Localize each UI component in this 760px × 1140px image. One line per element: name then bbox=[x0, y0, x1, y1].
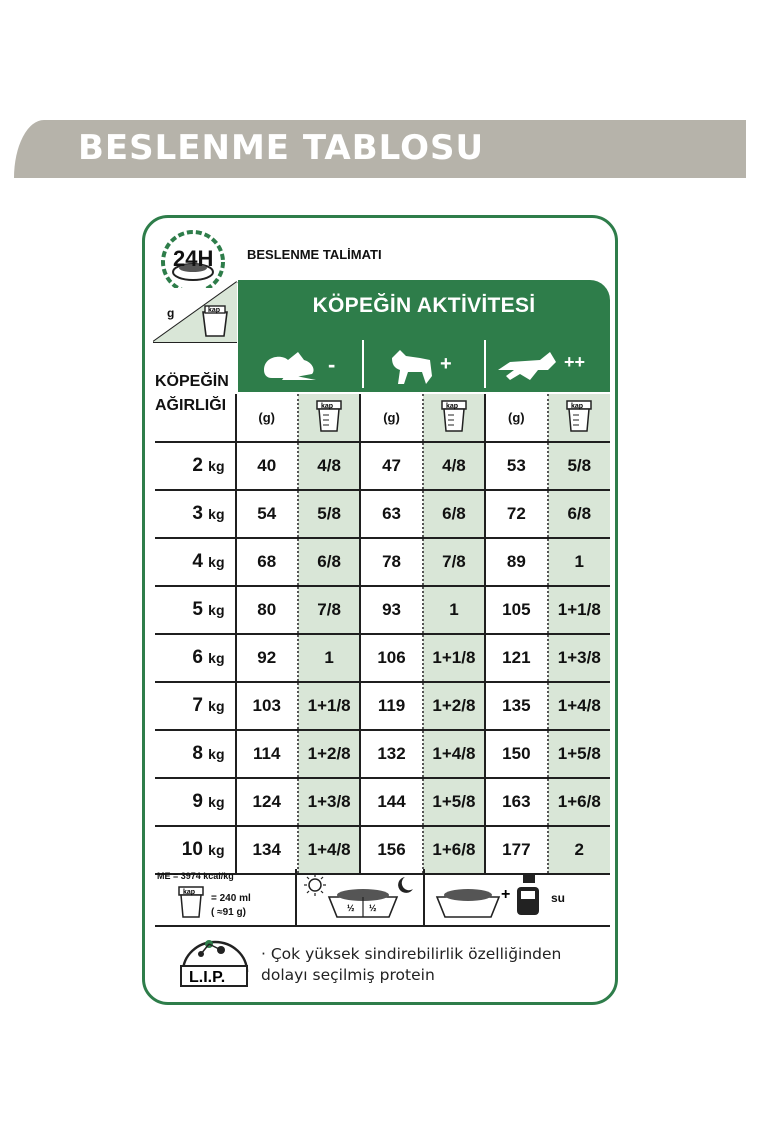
cup-icon bbox=[175, 885, 207, 919]
lip-line2: dolayı seçilmiş protein bbox=[261, 966, 435, 984]
cup-value-cell: 1+4/8 bbox=[423, 730, 485, 778]
cup-value-cell: 1+4/8 bbox=[548, 682, 610, 730]
grams-value-cell: 89 bbox=[485, 538, 547, 586]
grams-value-cell: 114 bbox=[236, 730, 298, 778]
grams-header: (g) bbox=[360, 394, 422, 442]
title-banner bbox=[14, 120, 746, 178]
sun-icon bbox=[304, 874, 326, 896]
grams-value-cell: 132 bbox=[360, 730, 422, 778]
plus-sign: + bbox=[501, 886, 511, 903]
water-label: su bbox=[551, 891, 566, 905]
grams-value-cell: 135 bbox=[485, 682, 547, 730]
activity-title: KÖPEĞİN AKTİVİTESİ bbox=[312, 294, 536, 317]
cup-value-cell: 1 bbox=[298, 634, 360, 682]
weight-cell: 8 kg bbox=[155, 730, 236, 778]
table-row bbox=[155, 682, 610, 730]
table-row bbox=[155, 538, 610, 586]
cup-value-cell: 6/8 bbox=[548, 490, 610, 538]
weight-cell: 10 kg bbox=[155, 826, 236, 874]
cup-value-cell: 4/8 bbox=[423, 442, 485, 490]
lip-logo bbox=[175, 932, 255, 996]
grams-value-cell: 105 bbox=[485, 586, 547, 634]
grams-value-cell: 78 bbox=[360, 538, 422, 586]
weight-cell: 9 kg bbox=[155, 778, 236, 826]
grams-value-cell: 47 bbox=[360, 442, 422, 490]
cup-value-cell: 1+4/8 bbox=[298, 826, 360, 874]
activity-high-symbol: ++ bbox=[564, 352, 586, 372]
cup-icon bbox=[563, 399, 595, 433]
instruction-label: BESLENME TALİMATI bbox=[247, 247, 382, 262]
grams-header: (g) bbox=[236, 394, 298, 442]
grams-label: g bbox=[167, 306, 175, 320]
cup-value-cell: 5/8 bbox=[298, 490, 360, 538]
weight-cell: 2 kg bbox=[155, 442, 236, 490]
grams-value-cell: 72 bbox=[485, 490, 547, 538]
grams-value-cell: 92 bbox=[236, 634, 298, 682]
grams-value-cell: 156 bbox=[360, 826, 422, 874]
svg-text:½: ½ bbox=[347, 903, 355, 913]
cup-value-cell: 4/8 bbox=[298, 442, 360, 490]
lip-description bbox=[261, 944, 561, 986]
activity-low bbox=[242, 340, 364, 390]
cup-icon bbox=[313, 399, 345, 433]
lip-line1: · Çok yüksek sindirebilirlik özelliğinden bbox=[261, 945, 562, 963]
cup-value-cell: 1+3/8 bbox=[298, 778, 360, 826]
svg-text:kap: kap bbox=[321, 403, 334, 410]
grams-value-cell: 121 bbox=[485, 634, 547, 682]
grams-value-cell: 144 bbox=[360, 778, 422, 826]
grams-header: (g) bbox=[485, 394, 547, 442]
corner-diagonal bbox=[153, 280, 239, 344]
footer-divider bbox=[295, 869, 297, 927]
svg-text:kap: kap bbox=[183, 889, 196, 896]
grams-value-cell: 63 bbox=[360, 490, 422, 538]
weight-cell: 4 kg bbox=[155, 538, 236, 586]
svg-text:kap: kap bbox=[571, 403, 584, 410]
weight-cell: 3 kg bbox=[155, 490, 236, 538]
cup-weight: ( ≈91 g) bbox=[211, 907, 246, 918]
activity-high bbox=[486, 340, 608, 390]
grams-value-cell: 124 bbox=[236, 778, 298, 826]
activity-low-symbol: - bbox=[328, 352, 336, 377]
weight-label-line2: AĞIRLIĞI bbox=[155, 397, 227, 414]
grams-value-cell: 54 bbox=[236, 490, 298, 538]
weight-cell: 6 kg bbox=[155, 634, 236, 682]
feeding-table-body bbox=[155, 442, 610, 874]
table-row bbox=[155, 778, 610, 826]
table-row bbox=[155, 826, 610, 874]
unit-header-row bbox=[155, 394, 610, 442]
grams-value-cell: 119 bbox=[360, 682, 422, 730]
moon-icon bbox=[398, 877, 413, 893]
grams-value-cell: 103 bbox=[236, 682, 298, 730]
cup-value-cell: 1+1/8 bbox=[298, 682, 360, 730]
cup-header bbox=[548, 394, 610, 442]
grams-value-cell: 40 bbox=[236, 442, 298, 490]
table-row bbox=[155, 490, 610, 538]
grams-value-cell: 150 bbox=[485, 730, 547, 778]
cup-icon bbox=[438, 399, 470, 433]
cup-value-cell: 1+1/8 bbox=[423, 634, 485, 682]
weight-header bbox=[155, 394, 236, 442]
activity-header bbox=[238, 280, 610, 392]
svg-text:½: ½ bbox=[369, 903, 377, 913]
standing-dog-icon bbox=[364, 340, 484, 390]
cup-value-cell: 7/8 bbox=[298, 586, 360, 634]
cup-value-cell: 1+2/8 bbox=[298, 730, 360, 778]
grams-value-cell: 177 bbox=[485, 826, 547, 874]
24h-label: 24H bbox=[173, 246, 214, 271]
cup-icon bbox=[203, 306, 227, 336]
grams-value-cell: 163 bbox=[485, 778, 547, 826]
grams-value-cell: 106 bbox=[360, 634, 422, 682]
table-row bbox=[155, 442, 610, 490]
weight-cell: 5 kg bbox=[155, 586, 236, 634]
table-row bbox=[155, 730, 610, 778]
cup-value-cell: 1+2/8 bbox=[423, 682, 485, 730]
table-row bbox=[155, 586, 610, 634]
cup-volume: = 240 ml bbox=[211, 893, 251, 904]
food-plus-water-icon bbox=[433, 873, 547, 925]
running-dog-icon bbox=[486, 340, 610, 390]
cup-value-cell: 6/8 bbox=[423, 490, 485, 538]
cup-value-cell: 7/8 bbox=[423, 538, 485, 586]
cup-value-cell: 1 bbox=[548, 538, 610, 586]
feeding-table-card bbox=[142, 215, 618, 1005]
cup-header bbox=[298, 394, 360, 442]
cup-value-cell: 1 bbox=[423, 586, 485, 634]
footer-divider bbox=[423, 869, 425, 927]
cup-value-cell: 1+5/8 bbox=[423, 778, 485, 826]
energy-label: ME = 3974 kcal/kg bbox=[157, 871, 234, 881]
cup-value-cell: 1+1/8 bbox=[548, 586, 610, 634]
cup-value-cell: 5/8 bbox=[548, 442, 610, 490]
cup-value-cell: 6/8 bbox=[298, 538, 360, 586]
lying-dog-icon bbox=[242, 340, 362, 390]
cup-value-cell: 1+3/8 bbox=[548, 634, 610, 682]
water-tap-icon bbox=[517, 875, 539, 915]
bowl-icon bbox=[437, 889, 499, 917]
page-title: BESLENME TABLOSU bbox=[78, 128, 485, 168]
cup-value-cell: 1+5/8 bbox=[548, 730, 610, 778]
grams-value-cell: 53 bbox=[485, 442, 547, 490]
lip-logo-text: L.I.P. bbox=[189, 969, 226, 986]
cup-value-cell: 1+6/8 bbox=[423, 826, 485, 874]
grams-value-cell: 80 bbox=[236, 586, 298, 634]
bowl-icon bbox=[329, 889, 397, 917]
table-row bbox=[155, 634, 610, 682]
grams-value-cell: 68 bbox=[236, 538, 298, 586]
cup-value-cell: 2 bbox=[548, 826, 610, 874]
cup-label: kap bbox=[208, 307, 221, 314]
feeding-table bbox=[155, 394, 610, 875]
two-meals-icon bbox=[301, 873, 419, 925]
cup-header bbox=[423, 394, 485, 442]
table-footer bbox=[155, 869, 610, 927]
weight-cell: 7 kg bbox=[155, 682, 236, 730]
cup-value-cell: 1+6/8 bbox=[548, 778, 610, 826]
activity-medium-symbol: + bbox=[440, 353, 452, 375]
weight-label-line1: KÖPEĞİN bbox=[155, 373, 229, 390]
activity-medium bbox=[364, 340, 486, 390]
grams-value-cell: 93 bbox=[360, 586, 422, 634]
grams-value-cell: 134 bbox=[236, 826, 298, 874]
svg-text:kap: kap bbox=[445, 403, 458, 410]
